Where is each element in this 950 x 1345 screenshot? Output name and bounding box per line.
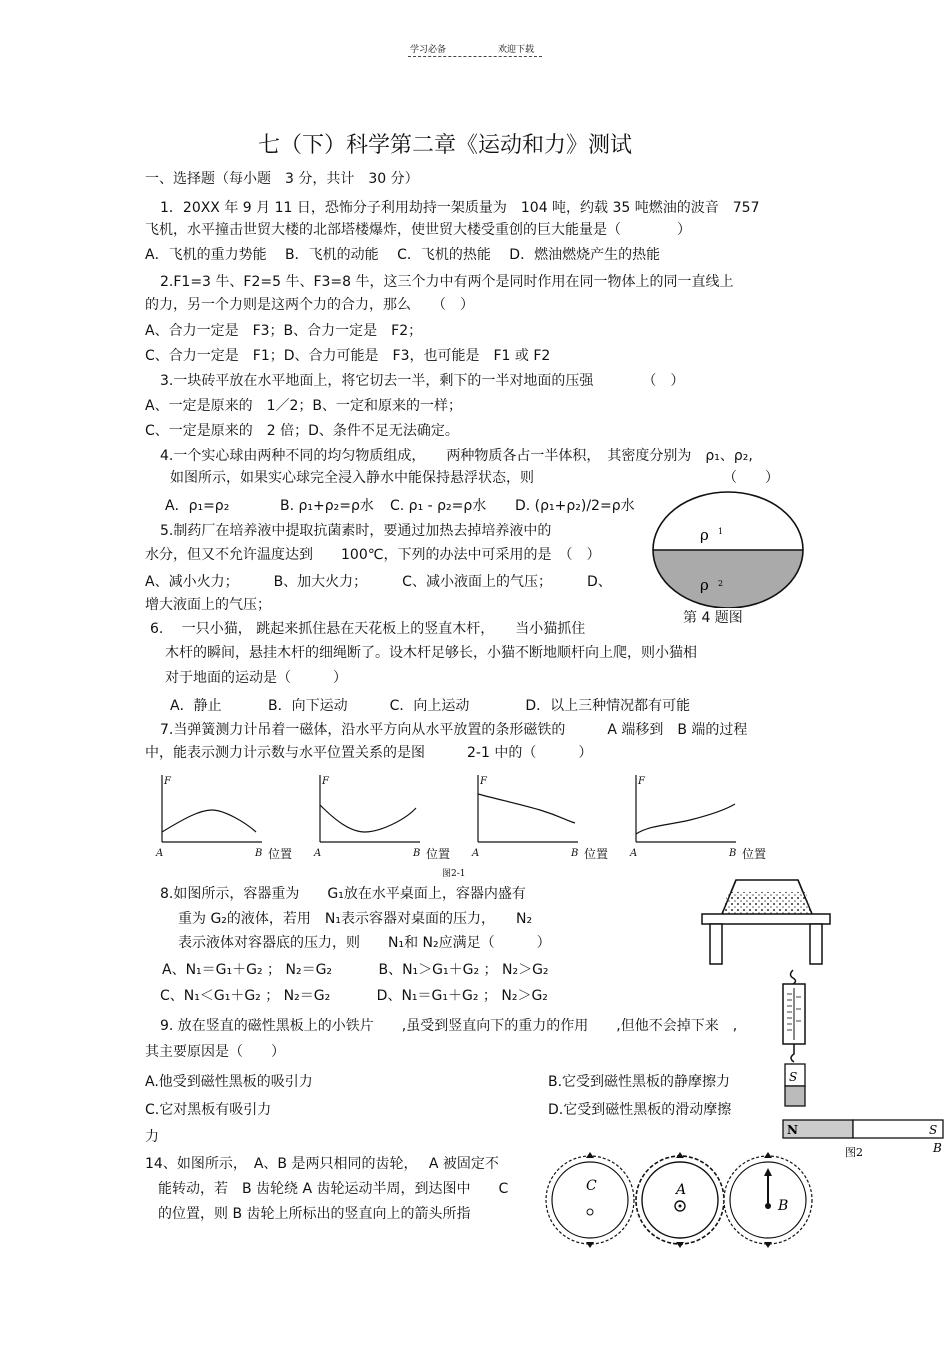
rho1-label: ρ [700, 526, 709, 544]
header-rule [408, 56, 542, 57]
q14-line2: 能转动，若 B 齿轮绕 A 齿轮运动半周，到达图中 C [158, 1181, 509, 1197]
q14-line1: 14、如图所示， A、B 是两只相同的齿轮， A 被固定不 [145, 1156, 499, 1172]
gear-a-label: A [676, 1182, 687, 1198]
graph2-axis-b: B [413, 848, 421, 859]
q9-line2: 其主要原因是（ ） [145, 1044, 285, 1060]
graph3-axis-position: 位置 [584, 847, 609, 861]
graph1-curve [162, 810, 256, 832]
q9-option-d-continued: 力 [145, 1129, 159, 1145]
q3-options-ab: A、一定是原来的 1／2；B、一定和原来的一样； [145, 398, 462, 414]
q7-line1: 7.当弹簧测力计吊着一磁体，沿水平方向从水平放置的条形磁铁的 A 端移到 B 端的过程 [160, 722, 748, 738]
q2-options-ab: A、合力一定是 F3；B、合力一定是 F2； [145, 323, 423, 339]
section-heading: 一、选择题（每小题 3 分，共计 30 分） [145, 171, 419, 187]
header-right: 欢迎下载 [498, 45, 535, 55]
q6-line2: 木杆的瞬间，悬挂木杆的细绳断了。设木杆足够长，小猫不断地顺杆向上爬，则小猫相 [165, 645, 697, 661]
q5-line3: A、减小火力； B、加大火力； C、减小液面上的气压； D、 [145, 574, 612, 590]
graph3-axis-b: B [571, 848, 579, 859]
q2-options-cd: C、合力一定是 F1；D、合力可能是 F3，也可能是 F1 或 F2 [145, 348, 551, 364]
q4-option-b: B. ρ₁+ρ₂=ρ水 [280, 498, 374, 514]
q4-option-d: D. (ρ₁+ρ₂)/2=ρ水 [515, 498, 635, 514]
header-left: 学习必备 [410, 45, 447, 55]
q1-options: A．飞机的重力势能 B．飞机的动能 C．飞机的热能 D．燃油燃烧产生的热能 [145, 247, 661, 263]
graph3-curve [478, 794, 575, 823]
q4-option-c: C. ρ₁ - ρ₂=ρ水 [390, 498, 487, 514]
q5-line1: 5.制药厂在培养液中提取抗菌素时，要通过加热去掉培养液中的 [160, 523, 552, 539]
graph2-curve [320, 805, 416, 832]
q4-line2: 如图所示，如果实心球完全浸入静水中能保持悬浮状态，则 （ ） [170, 470, 779, 486]
q5-line2: 水分，但又不允许温度达到 100℃，下列的办法中可采用的是 （ ） [145, 547, 601, 563]
q2-line2: 的力，另一个力则是这两个力的合力，那么 （ ） [145, 297, 474, 313]
graph2-axis-f: F [322, 776, 329, 787]
q7-graphs [150, 770, 790, 880]
graph3-axis-a: A [472, 848, 480, 859]
spring-balance-magnet-figure [775, 968, 947, 1160]
page-title: 七（下）科学第二章《运动和力》测试 [258, 133, 633, 158]
gear-c [546, 1156, 634, 1244]
q4-option-a: A．ρ₁=ρ₂ [165, 498, 230, 514]
q9-line1: 9. 放在竖直的磁性黑板上的小铁片 ,虽受到竖直向下的重力的作用 ,但他不会掉下来 , [160, 1018, 738, 1034]
q4-sphere-figure [648, 488, 808, 608]
q8-line3: 表示液体对容器底的压力，则 N₁和 N₂应满足（ ） [178, 935, 551, 951]
graph1-axis-f: F [164, 776, 171, 787]
q8-options-ab: A、N₁＝G₁＋G₂ ； N₂＝G₂ B、N₁＞G₁＋G₂ ； N₂＞G₂ [162, 962, 549, 978]
q6-line1: 6. 一只小猫， 跳起来抓住悬在天花板上的竖直木杆， 当小猫抓住 [150, 621, 586, 637]
q9-option-a: A.他受到磁性黑板的吸引力 [145, 1074, 313, 1090]
rho2-subscript: 2 [718, 579, 724, 588]
q4-line1: 4.一个实心球由两种不同的均匀物质组成， 两种物质各占一半体积， 其密度分别为 ρ₁、ρ₂, [160, 448, 753, 464]
bar-magnet-b-label: B [933, 1141, 942, 1155]
graph3-axis-f: F [480, 776, 487, 787]
gear-b [724, 1156, 812, 1244]
graph1-axis-a: A [156, 848, 164, 859]
q14-line3: 的位置，则 B 齿轮上所标出的竖直向上的箭头所指 [158, 1206, 471, 1222]
graph4-axis-position: 位置 [742, 847, 767, 861]
q3-options-cd: C、一定是原来的 2 倍；D、条件不足无法确定。 [145, 423, 459, 439]
graph-caption: 图2-1 [442, 869, 466, 879]
graph1-axis-position: 位置 [268, 847, 293, 861]
gear-a [636, 1156, 724, 1244]
graph2-axis-position: 位置 [426, 847, 451, 861]
bar-magnet-n-label: N [787, 1123, 798, 1137]
q3-line1: 3.一块砖平放在水平地面上，将它切去一半，剩下的一半对地面的压强 （ ） [160, 373, 685, 389]
gear-b-label: B [778, 1198, 789, 1214]
q1-line2: 飞机，水平撞击世贸大楼的北部塔楼爆炸，使世贸大楼受重创的巨大能量是（ ） [145, 222, 691, 238]
q9-option-b: B.它受到磁性黑板的静摩擦力 [548, 1074, 731, 1090]
graph4-axis-b: B [729, 848, 737, 859]
q8-line1: 8.如图所示，容器重为 G₁放在水平桌面上，容器内盛有 [160, 886, 526, 902]
bar-magnet-s-label: S [929, 1123, 938, 1137]
q8-line2: 重为 G₂的液体，若用 N₁表示容器对桌面的压力， N₂ [178, 911, 533, 927]
gear-c-label: C [586, 1178, 597, 1194]
gears-figure [540, 1148, 830, 1258]
graph4-axis-a: A [630, 848, 638, 859]
q6-options: A．静止 B．向下运动 C．向上运动 D．以上三种情况都有可能 [170, 698, 691, 714]
q5-line4: 增大液面上的气压； [145, 597, 271, 613]
graph2-axis-a: A [314, 848, 322, 859]
q7-line2: 中，能表示测力计示数与水平位置关系的是图 2-1 中的（ ） [145, 745, 593, 761]
q1-line1: 1．20XX 年 9 月 11 日，恐怖分子利用劫持一架质量为 104 吨，约载 35 吨燃油的波音 757 [160, 200, 760, 216]
small-magnet-s-label: S [789, 1070, 798, 1084]
q6-line3: 对于地面的运动是（ ） [165, 670, 347, 686]
graph4-axis-f: F [638, 776, 645, 787]
graph4-curve [636, 804, 735, 834]
q9-option-d: D.它受到磁性黑板的滑动摩擦 [548, 1102, 732, 1118]
q9-option-c: C.它对黑板有吸引力 [145, 1102, 272, 1118]
rho1-subscript: 1 [718, 527, 724, 536]
rho2-label: ρ [700, 576, 709, 594]
q8-container-figure [700, 872, 835, 967]
q4-figure-caption: 第 4 题图 [683, 610, 743, 626]
graph1-axis-b: B [255, 848, 263, 859]
figure2-caption: 图2 [845, 1146, 863, 1159]
q2-line1: 2.F1=3 牛、F2=5 牛、F3=8 牛，这三个力中有两个是同时作用在同一物体上的同一直线上 [160, 274, 734, 290]
q8-options-cd: C、N₁＜G₁＋G₂ ； N₂＝G₂ D、N₁＝G₁＋G₂ ； N₂＞G₂ [160, 988, 548, 1004]
